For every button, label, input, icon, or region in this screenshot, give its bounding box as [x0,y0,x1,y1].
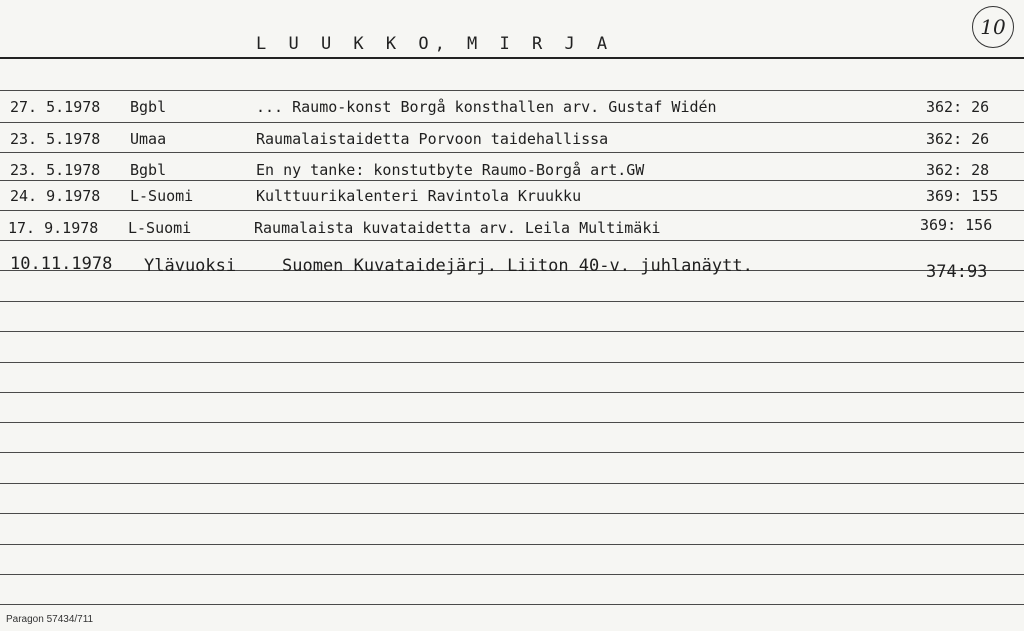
entry-ref: 369: 156 [920,216,993,234]
ruled-line [0,180,1024,181]
entry-ref: 362: 28 [926,161,990,179]
entry-ref: 374:93 [926,262,988,282]
ruled-line [0,331,1024,332]
ruled-line [0,210,1024,211]
ruled-line [0,301,1024,302]
card-name-heading: L U U K K O, M I R J A [256,34,614,54]
entry-date: 24. 9.1978 [10,187,101,205]
ruled-line [0,574,1024,575]
ruled-line [0,604,1024,605]
entry-paper: L-Suomi [128,219,192,237]
card-number-circle: 10 [972,6,1014,48]
entry-date: 27. 5.1978 [10,98,101,116]
entry-text: Raumalaista kuvataidetta arv. Leila Multimäki [254,219,661,237]
entry-date: 23. 5.1978 [10,130,101,148]
entry-paper: Umaa [130,130,167,148]
ruled-line [0,422,1024,423]
ruled-line [0,483,1024,484]
ruled-line [0,152,1024,153]
entry-paper: Bgbl [130,98,167,116]
ruled-line [0,544,1024,545]
entry-text: Kulttuurikalenteri Ravintola Kruukku [256,187,582,205]
entry-paper: Bgbl [130,161,167,179]
entry-paper: Ylävuoksi [144,256,237,276]
entry-paper: L-Suomi [130,187,194,205]
header-rule [0,57,1024,59]
entry-date: 10.11.1978 [10,254,113,274]
ruled-line [0,362,1024,363]
ruled-line [0,122,1024,123]
card-print-code: Paragon 57434/711 [6,614,94,625]
entry-text: En ny tanke: konstutbyte Raumo-Borgå art.GW [256,161,645,179]
ruled-line [0,392,1024,393]
ruled-line [0,240,1024,241]
entry-date: 17. 9.1978 [8,219,99,237]
ruled-line [0,90,1024,91]
entry-ref: 362: 26 [926,130,990,148]
entry-date: 23. 5.1978 [10,161,101,179]
ruled-line [0,452,1024,453]
entry-text: Raumalaistaidetta Porvoon taidehallissa [256,130,609,148]
entry-ref: 369: 155 [926,187,999,205]
ruled-line [0,513,1024,514]
entry-text: ... Raumo-konst Borgå konsthallen arv. Gustaf Widén [256,98,717,116]
entry-text: Suomen Kuvataidejärj. Liiton 40-v. juhlanäytt. [282,256,753,276]
entry-ref: 362: 26 [926,98,990,116]
